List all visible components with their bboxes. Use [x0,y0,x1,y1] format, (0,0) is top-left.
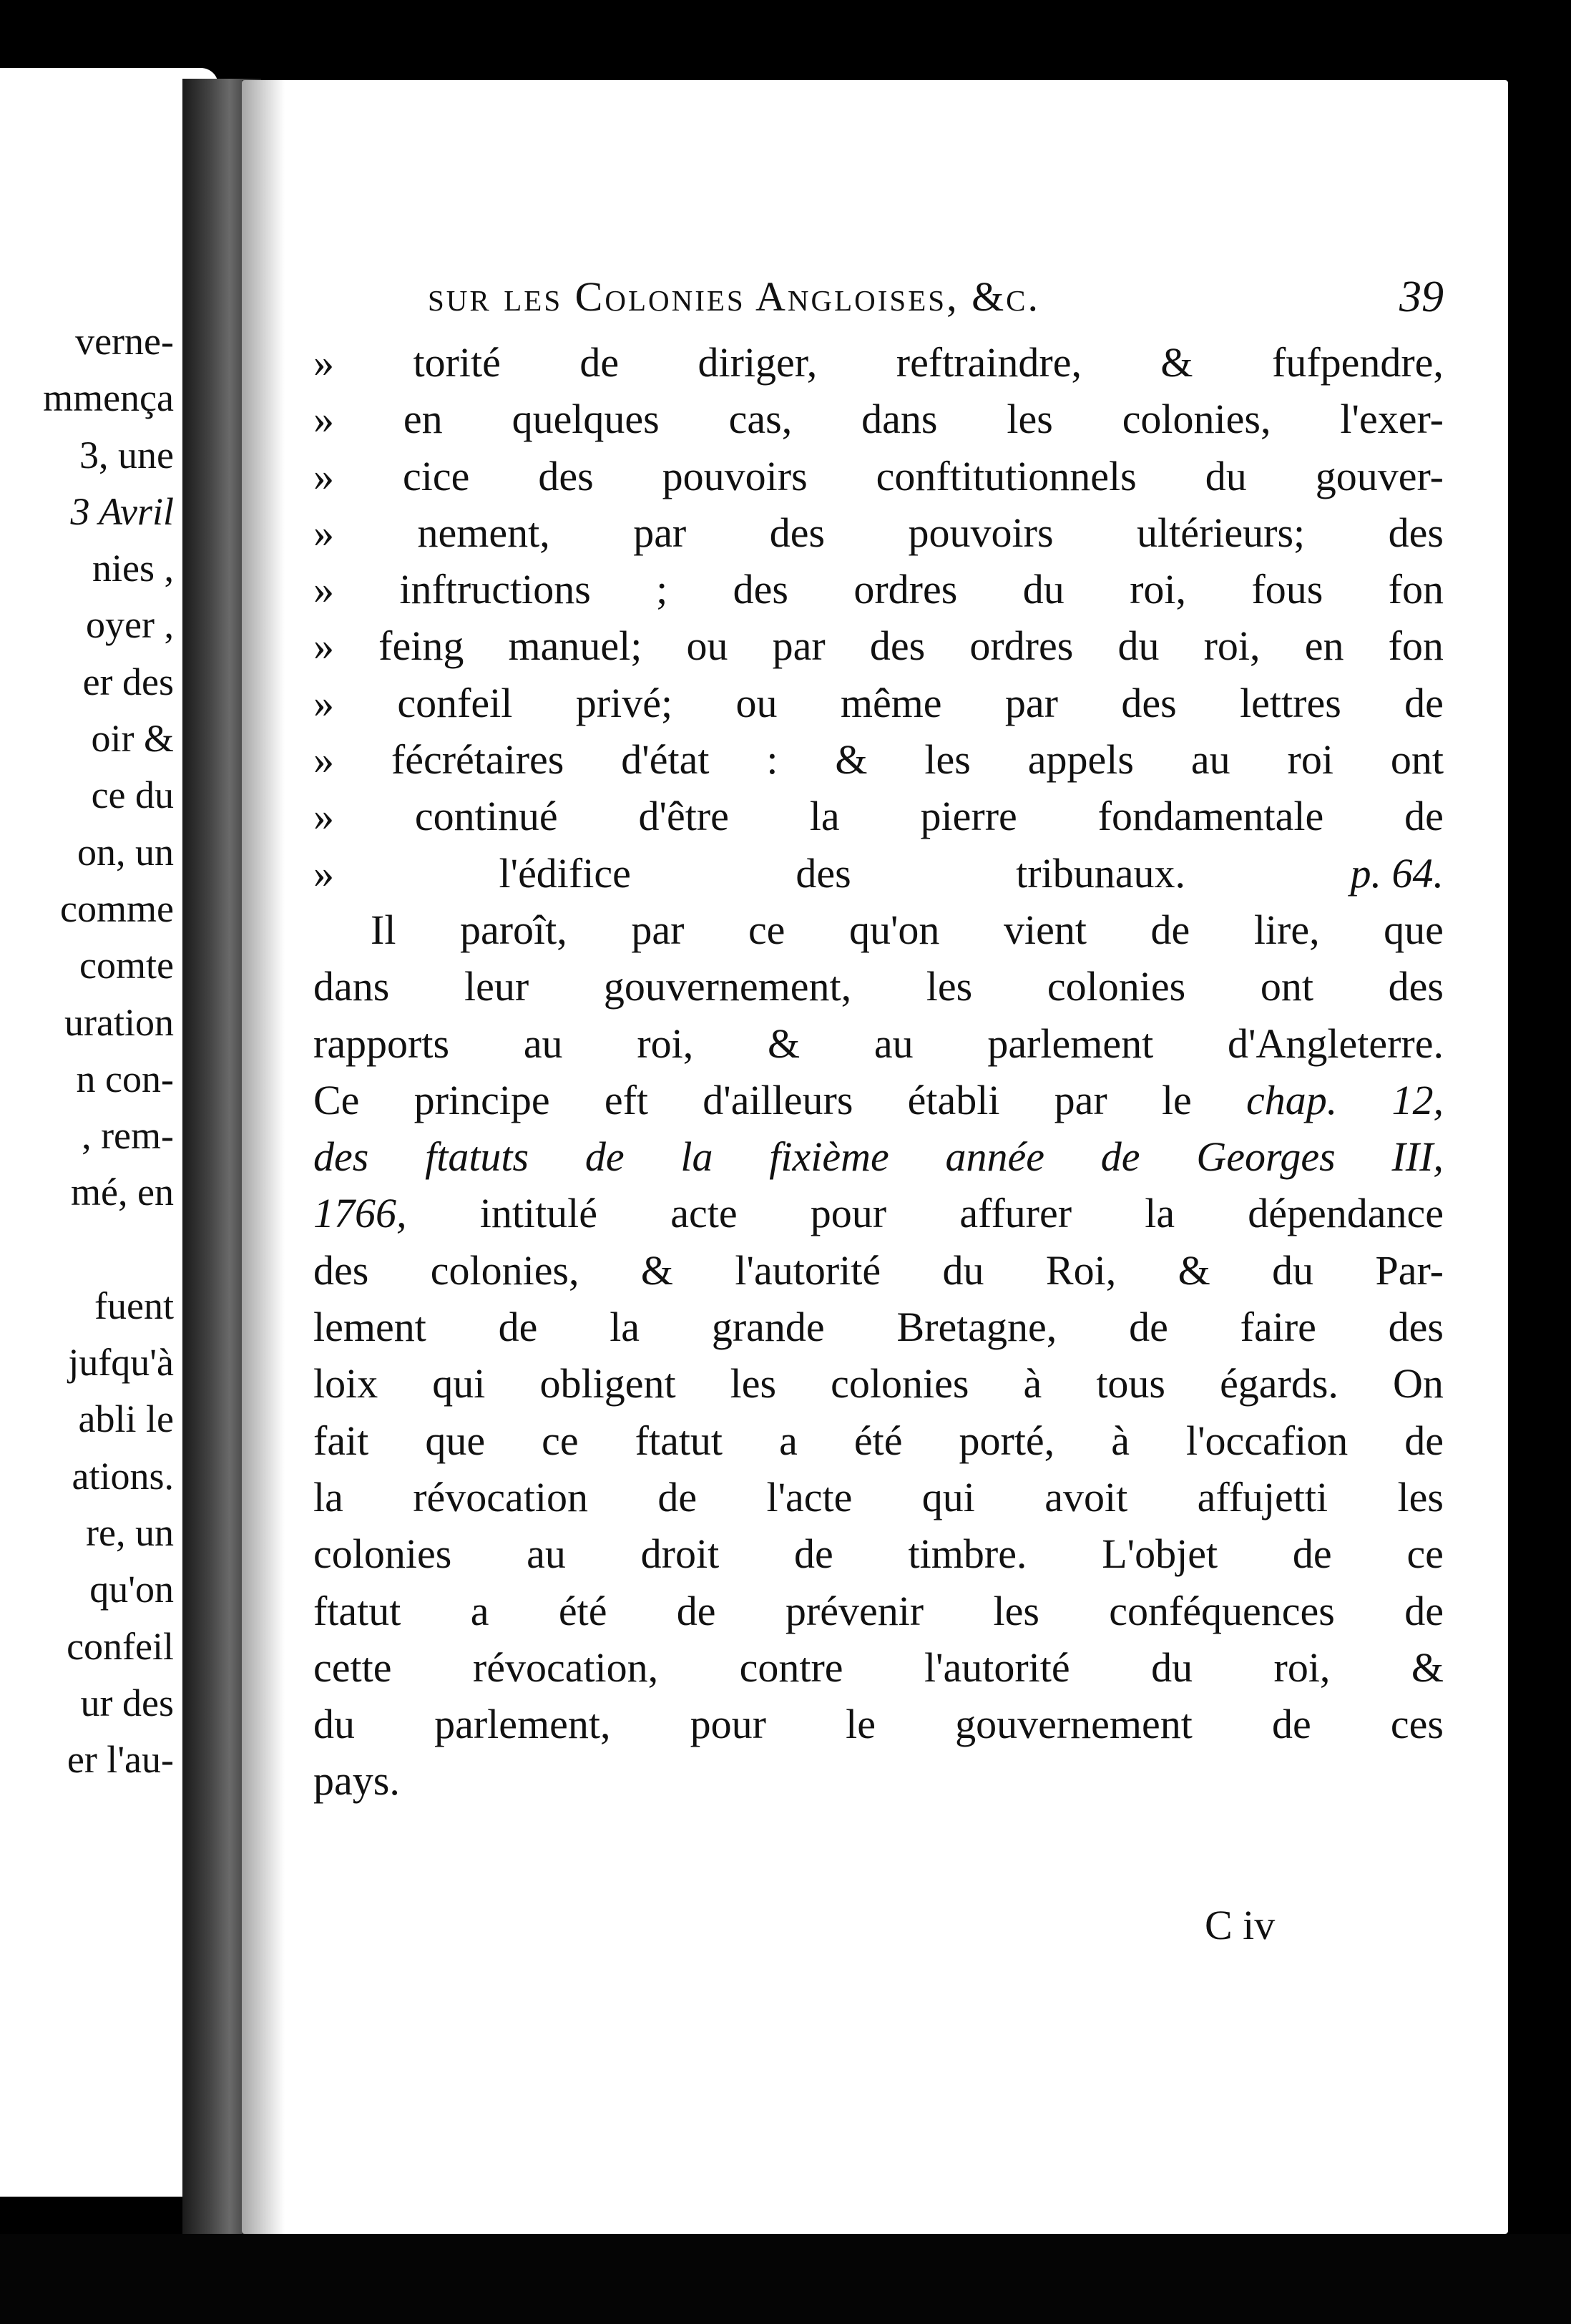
text-line [313,617,1444,674]
facing-page-line: fuent [94,1284,174,1327]
word: cette [313,1644,392,1691]
text-line [313,675,1444,731]
word: timbre. [908,1530,1027,1578]
word: dépendance [1248,1190,1444,1237]
word: l'autorité [735,1246,881,1294]
word: de [1404,793,1444,840]
word: intitulé [479,1190,598,1237]
word: par [633,509,687,556]
word: Il [371,906,396,953]
facing-page-line: 3, une [79,433,174,477]
word: affujetti [1197,1473,1328,1520]
text-line [313,1696,1444,1752]
word: en [1304,622,1344,670]
word: de [1129,1304,1168,1351]
word: fécrétaires [391,736,564,783]
word: fufpendre, [1272,339,1444,386]
word: l'acte [766,1473,853,1520]
word: gouvernement, [603,963,852,1010]
word: fait [313,1417,369,1464]
word: des [313,1133,369,1181]
word: avoit [1044,1473,1128,1520]
word: fon [1388,566,1444,613]
signature-mark: C iv [1205,1902,1276,1948]
word: & [1411,1644,1444,1691]
word: » [313,849,334,897]
word: principe [413,1076,550,1123]
word: au [1190,736,1230,783]
word: roi, [1203,622,1261,670]
word: manuel; [508,622,642,670]
word: par [772,622,826,670]
word: ces [1390,1701,1444,1748]
word: leur [464,963,529,1010]
word: gouver- [1315,452,1444,499]
word: & [1160,339,1193,386]
text-line [313,845,1444,902]
page-header [428,263,1444,331]
word: diriger, [698,339,818,386]
word: conféquences [1109,1587,1335,1634]
facing-page-line: , rem- [82,1114,174,1158]
page-right [242,80,1508,2234]
word: affurer [959,1190,1072,1237]
word: dans [861,396,938,443]
facing-page-line: mmença [43,376,174,420]
word: porté, [959,1417,1055,1464]
word: torité [413,339,501,386]
word: la [610,1304,640,1351]
word: : [766,736,778,783]
word: & [835,736,868,783]
word: par [1004,679,1058,726]
word: année [945,1133,1045,1181]
word: du [1272,1246,1314,1294]
word: & [768,1020,801,1067]
facing-page-line: er l'au- [67,1738,174,1782]
facing-page-line: er des [82,660,174,703]
word: parlement [987,1020,1154,1067]
word: qui [921,1473,975,1520]
text-line [313,1412,1444,1469]
word: de [1292,1530,1332,1578]
facing-page-line: 3 Avril [70,489,174,533]
word: » [313,566,334,613]
word: roi [1287,736,1333,783]
facing-page-line: qu'on [89,1568,174,1611]
word: » [313,396,334,443]
word: des [313,1246,369,1294]
facing-page-line: mé, en [71,1171,174,1214]
word: les [730,1360,777,1407]
facing-page-line: ations. [72,1454,174,1498]
word: du [942,1246,984,1294]
facing-page-line: ur des [80,1681,174,1724]
word: la [313,1473,343,1520]
word: fondamentale [1097,793,1324,840]
word: des [538,452,594,499]
word: pour [810,1190,887,1237]
facing-page-line: nies , [92,547,174,590]
scan-bottom-edge [0,2234,1571,2324]
word: feing [378,622,464,670]
facing-page-line: re, un [86,1510,174,1554]
word: du [1205,452,1247,499]
text-line [313,958,1444,1015]
word: » [313,679,334,726]
word: tous [1096,1360,1165,1407]
text-line [313,902,1444,958]
word: parlement, [434,1701,611,1748]
word: inftructions [399,566,591,613]
word: III, [1391,1133,1444,1181]
word: pouvoirs [662,452,808,499]
running-title: sur les Colonies Angloises, &c. [428,273,1041,320]
word: lire, [1253,906,1320,953]
word: reftraindre, [896,339,1082,386]
facing-page-line: comte [79,944,174,987]
text-line [313,391,1444,447]
word: » [313,622,334,670]
word: de [1404,1417,1444,1464]
word: prévenir [785,1587,924,1634]
word: appels [1027,736,1134,783]
word: ordres [969,622,1074,670]
word: » [313,452,334,499]
word: Par- [1375,1246,1444,1294]
word: de [657,1473,698,1520]
text-line [313,1299,1444,1355]
word: des [769,509,826,556]
facing-page-line: comme [60,887,174,930]
word: p. 64. [1350,849,1444,897]
word: l'exer- [1340,396,1444,443]
word: & [1178,1246,1210,1294]
facing-page-line: on, un [77,830,174,874]
word: les [926,963,973,1010]
word: l'occafion [1185,1417,1349,1464]
page-body [313,334,1444,1810]
text-line [313,1525,1444,1582]
word: a [779,1417,798,1464]
word: ont [1390,736,1444,783]
word: du [1151,1644,1193,1691]
facing-page-line: n con- [76,1057,174,1100]
word: de [1150,906,1190,953]
word: d'ailleurs [703,1076,853,1123]
facing-page-line: confeil [67,1624,174,1668]
word: d'Angleterre. [1228,1020,1444,1067]
word: ce [1406,1530,1444,1578]
word: ou [686,622,728,670]
text-line [313,1639,1444,1696]
word: 1766, [313,1190,407,1237]
word: On [1393,1360,1444,1407]
word: Georges [1196,1133,1336,1181]
word: d'état [621,736,710,783]
word: rapports [313,1020,450,1067]
word: vient [1003,906,1087,953]
word: le [1161,1076,1192,1123]
word: qui [432,1360,486,1407]
word: ; [656,566,668,613]
word: été [853,1417,903,1464]
word: » [313,509,334,556]
word: de [1404,679,1444,726]
word: faire [1240,1304,1316,1351]
text-line [313,1185,1444,1241]
word: des [1388,963,1444,1010]
word: pour [690,1701,766,1748]
word: de [1100,1133,1140,1181]
word: à [1023,1360,1042,1407]
word: révocation, [472,1644,659,1691]
word: les [1007,396,1053,443]
word: Roi, [1045,1246,1117,1294]
text-line [313,1072,1444,1128]
word: de [1271,1701,1311,1748]
word: obligent [539,1360,676,1407]
word: des [1121,679,1177,726]
word: 12, [1391,1076,1444,1123]
word: contre [739,1644,843,1691]
word: de [676,1587,716,1634]
word: d'être [638,793,729,840]
word: les [993,1587,1039,1634]
word: tribunaux. [1016,849,1185,897]
word: eft [604,1076,649,1123]
word: droit [640,1530,720,1578]
facing-page-text [43,313,174,1788]
word: dans [313,963,390,1010]
word: des [1388,509,1444,556]
word: a [470,1587,489,1634]
word: gouvernement [955,1701,1193,1748]
word: nement, [417,509,550,556]
word: confeil [397,679,513,726]
word: ou [735,679,778,726]
word: que [1384,906,1444,953]
word: du [1022,566,1065,613]
word: les [1397,1473,1444,1520]
word: l'autorité [924,1644,1070,1691]
word: colonies [831,1360,969,1407]
word: ce [748,906,786,953]
word: été [558,1587,607,1634]
word: colonies, [1122,396,1271,443]
text-line [313,1128,1444,1185]
page-edge-shadow [242,80,285,2234]
word: pouvoirs [908,509,1054,556]
word: que [425,1417,486,1464]
word: lettres [1240,679,1341,726]
word: de [1404,1587,1444,1634]
word: ce [542,1417,579,1464]
word: des [796,849,851,897]
word: roi, [1273,1644,1331,1691]
word: cice [403,452,470,499]
text-line [313,731,1444,788]
word: Bretagne, [896,1304,1057,1351]
text-line [313,1242,1444,1299]
word: l'édifice [499,849,631,897]
word: la [809,793,840,840]
word: le [846,1701,876,1748]
word: égards. [1220,1360,1338,1407]
word: du [1117,622,1160,670]
word: Ce [313,1076,360,1123]
facing-page-line: ce du [91,773,174,817]
word: fous [1251,566,1323,613]
word: ordres [853,566,958,613]
word: roi, [637,1020,694,1067]
word: la [680,1133,713,1181]
word: de [579,339,620,386]
word: de [498,1304,538,1351]
word: L'objet [1102,1530,1218,1578]
word: roi, [1130,566,1186,613]
word: loix [313,1360,378,1407]
word: & [640,1246,674,1294]
word: ftatut [313,1587,401,1634]
word: cas, [728,396,793,443]
word: par [631,906,685,953]
text-line [313,448,1444,504]
word: paroît, [459,906,567,953]
word: établi [907,1076,1000,1123]
page-number: 39 [1399,273,1444,321]
word: conftitutionnels [876,452,1137,499]
word: des [733,566,788,613]
word: par [1054,1076,1107,1123]
facing-page-line: verne- [75,320,174,363]
word: des [869,622,926,670]
facing-page-line: oir & [91,717,174,761]
facing-page-line: oyer , [86,603,174,647]
facing-page-line: jufqu'à [68,1341,174,1385]
word: continué [414,793,558,840]
text-line [313,1752,1444,1809]
word: de [793,1530,833,1578]
word: à [1111,1417,1130,1464]
word: en [403,396,443,443]
word: privé; [575,679,673,726]
word: les [924,736,971,783]
text-line [313,1015,1444,1072]
word: fixième [769,1133,889,1181]
word: des [1388,1304,1444,1351]
word: colonies [1047,963,1186,1010]
word: » [313,793,334,840]
word: pierre [920,793,1017,840]
word: quelques [512,396,660,443]
word: » [313,339,334,386]
word: qu'on [848,906,940,953]
word: fon [1388,622,1444,670]
word: colonies [313,1530,452,1578]
word: ftatuts [425,1133,529,1181]
word: acte [670,1190,738,1237]
text-line [313,1583,1444,1639]
text-line [313,788,1444,844]
word: chap. [1246,1076,1338,1123]
word: de [584,1133,625,1181]
word: même [840,679,942,726]
word: au [523,1020,563,1067]
word: révocation [413,1473,588,1520]
word: lement [313,1304,426,1351]
word: ftatut [635,1417,723,1464]
facing-page-line: uration [64,1000,174,1044]
word: au [873,1020,914,1067]
word: la [1145,1190,1175,1237]
text-line [313,1469,1444,1525]
word: pays. [313,1757,400,1805]
word: » [313,736,334,783]
word: ont [1260,963,1313,1010]
word: du [313,1701,355,1748]
word: grande [711,1304,825,1351]
text-line [313,1355,1444,1412]
facing-page-line: abli le [78,1397,174,1441]
text-line [313,561,1444,617]
text-line [313,334,1444,391]
word: ultérieurs; [1137,509,1306,556]
text-line [313,504,1444,561]
word: colonies, [430,1246,579,1294]
word: au [527,1530,566,1578]
